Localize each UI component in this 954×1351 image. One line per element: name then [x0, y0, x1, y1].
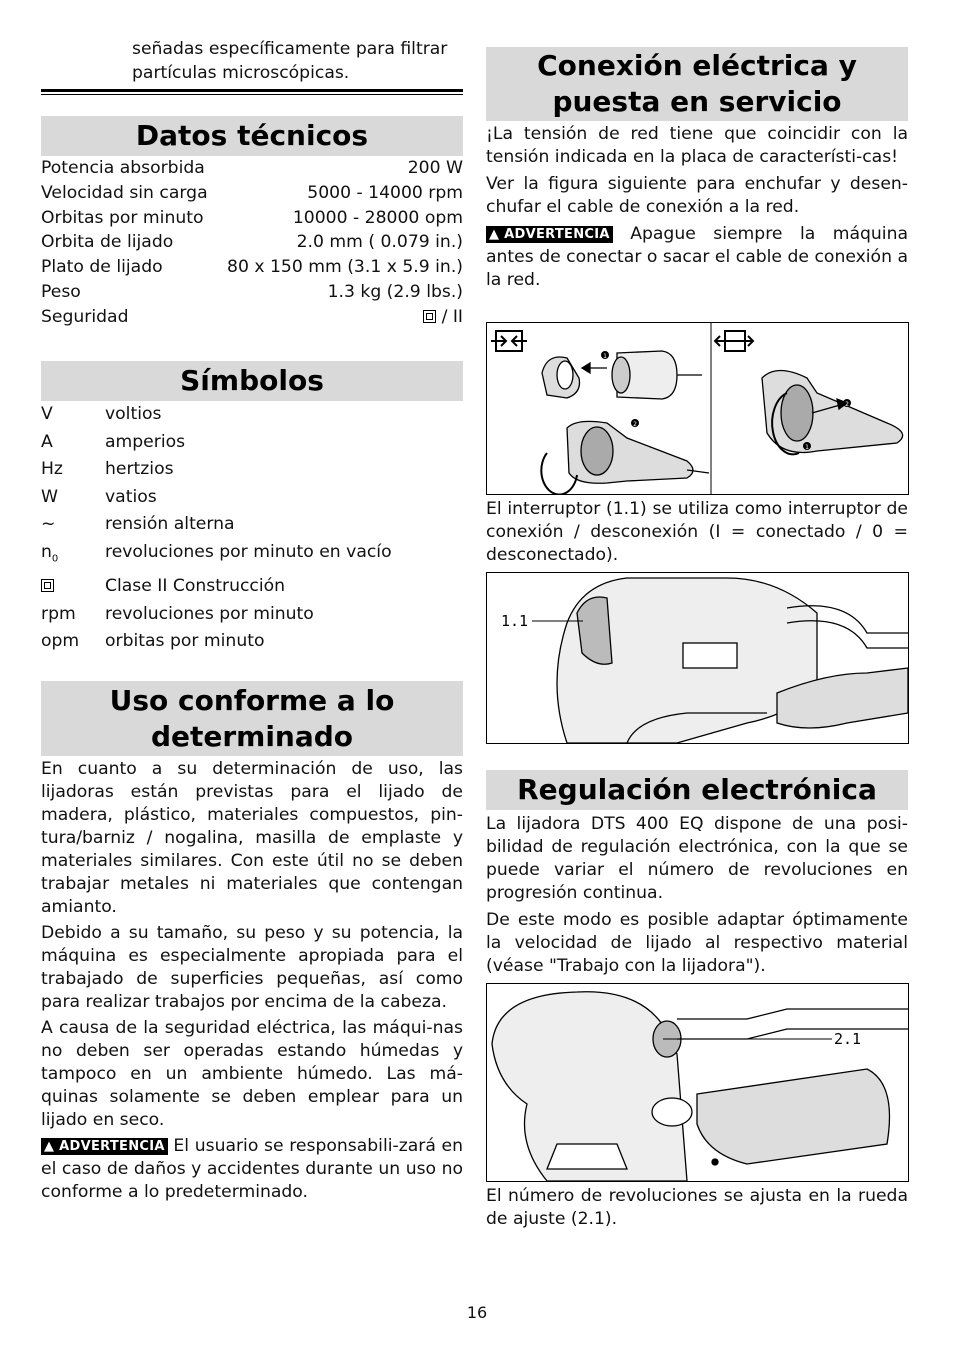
- symbol-row: rpm revoluciones por minuto: [41, 603, 314, 624]
- conexion-paragraph-1: ¡La tensión de red tiene que coincidir con la tensión indicada en la placa de característi-cas!: [486, 124, 908, 167]
- symbol-row: V voltios: [41, 404, 162, 424]
- spec-row: Velocidad sin carga 5000 - 14000 rpm: [41, 182, 463, 203]
- spec-row: Potencia absorbida 200 W: [41, 158, 463, 178]
- spec-row: Seguridad / II: [41, 306, 463, 327]
- regulacion-heading: Regulación electrónica: [486, 770, 908, 810]
- class-ii-icon: [423, 310, 436, 323]
- symbol-row: $n_0$ revoluciones por minuto en vacío: [41, 541, 392, 565]
- regulacion-paragraph-2: De este modo es posible adaptar óptimamente la velocidad de lijado al respectivo material (véase "Trabajo con la lijadora").: [486, 910, 908, 976]
- disconnect-icon: [715, 331, 753, 351]
- symbol-row: ~ rensión alterna: [41, 514, 235, 535]
- conexion-heading: Conexión eléctrica y puesta en servicio: [486, 47, 908, 121]
- spec-row: Peso 1.3 kg (2.9 lbs.): [41, 281, 463, 302]
- simbolos-heading: Símbolos: [41, 361, 463, 401]
- symbol-row: A amperios: [41, 431, 186, 452]
- symbol-row: Clase II Construcción: [41, 573, 463, 601]
- datos-tecnicos-heading: Datos técnicos: [41, 116, 463, 156]
- svg-text:2: 2: [845, 401, 849, 408]
- speed-wheel-drawing: [487, 984, 908, 1181]
- conexion-body: [486, 123, 908, 292]
- uso-paragraph-2: Debido a su tamaño, su peso y su potencia, la máquina es especialmente apropiada para el trabajado de superficies pequeñas, así como para realizar trabajos por encima de la cabeza.: [41, 923, 463, 1012]
- svg-text:1: 1: [603, 353, 607, 360]
- plug-connection-drawing: [487, 323, 908, 494]
- svg-text:2: 2: [633, 421, 637, 428]
- conexion-warning: ▲ ADVERTENCIA Apague siempre la máquina antes de conectar o sacar el cable de conexión a la red.: [486, 224, 909, 290]
- symbols-table: [41, 401, 463, 656]
- symbol-row: W vatios: [41, 486, 157, 507]
- class-ii-icon: [41, 579, 54, 592]
- spec-row: Orbitas por minuto 10000 - 28000 opm: [41, 207, 463, 228]
- page-number: 16: [466, 1303, 488, 1322]
- specs-table: [41, 156, 463, 330]
- rueda-paragraph: El número de revoluciones se ajusta en la rueda de ajuste (2.1).: [486, 1186, 908, 1229]
- intro-text: señadas específicamente para filtrar partículas microscópicas.: [132, 39, 448, 83]
- interruptor-paragraph: El interruptor (1.1) se utiliza como interruptor de conexión / desconexión (I = conectado / 0 = desconectado).: [486, 499, 908, 565]
- switch-drawing: [487, 573, 908, 743]
- speed-wheel-figure: [486, 983, 909, 1182]
- switch-figure: [486, 572, 909, 744]
- connect-icon: [491, 331, 527, 351]
- uso-heading: Uso conforme a lo determinado: [41, 681, 463, 756]
- uso-paragraph-1: En cuanto a su determinación de uso, las lijadoras están previstas para el lijado de madera, plástico, materiales compuestos, pin-tura/barniz / nogalina, masilla de emplaste y materiales similares. Con este útil no se deben trabajar metales ni materiales que contengan amianto.: [41, 759, 463, 917]
- uso-paragraph-3: A causa de la seguridad eléctrica, las máqui-nas no deben ser operadas estando húmedas y tampoco en un ambiente húmedo. Las má-quinas solamente se deben emplear para un lijado en seco.: [41, 1018, 463, 1130]
- uso-warning: ▲ ADVERTENCIA El usuario se responsabili-zará en el caso de daños y accidentes durante un uso no conforme a lo predeterminado.: [41, 1136, 463, 1202]
- symbol-row: Hz hertzios: [41, 459, 174, 480]
- regulacion-body: [486, 813, 908, 978]
- svg-text:2.1: 2.1: [834, 1030, 862, 1048]
- warning-badge: ▲ ADVERTENCIA: [486, 226, 613, 243]
- plug-connection-figure: [486, 322, 909, 495]
- symbol-row: opm orbitas por minuto: [41, 631, 265, 652]
- conexion-paragraph-2: Ver la figura siguiente para enchufar y desen-chufar el cable de conexión a la red.: [486, 174, 908, 217]
- svg-text:1: 1: [805, 444, 809, 451]
- svg-text:1.1: 1.1: [501, 612, 529, 630]
- uso-body: [41, 758, 463, 1204]
- spec-row: Plato de lijado 80 x 150 mm (3.1 x 5.9 in.): [41, 257, 463, 278]
- warning-badge: ▲ ADVERTENCIA: [41, 1138, 168, 1155]
- regulacion-paragraph-1: La lijadora DTS 400 EQ dispone de una posi-bilidad de regulación electrónica, con la que se puede variar el número de revoluciones en progresión continua.: [486, 814, 908, 903]
- spec-row: Orbita de lijado 2.0 mm ( 0.079 in.): [41, 232, 463, 253]
- section-divider: [41, 89, 463, 95]
